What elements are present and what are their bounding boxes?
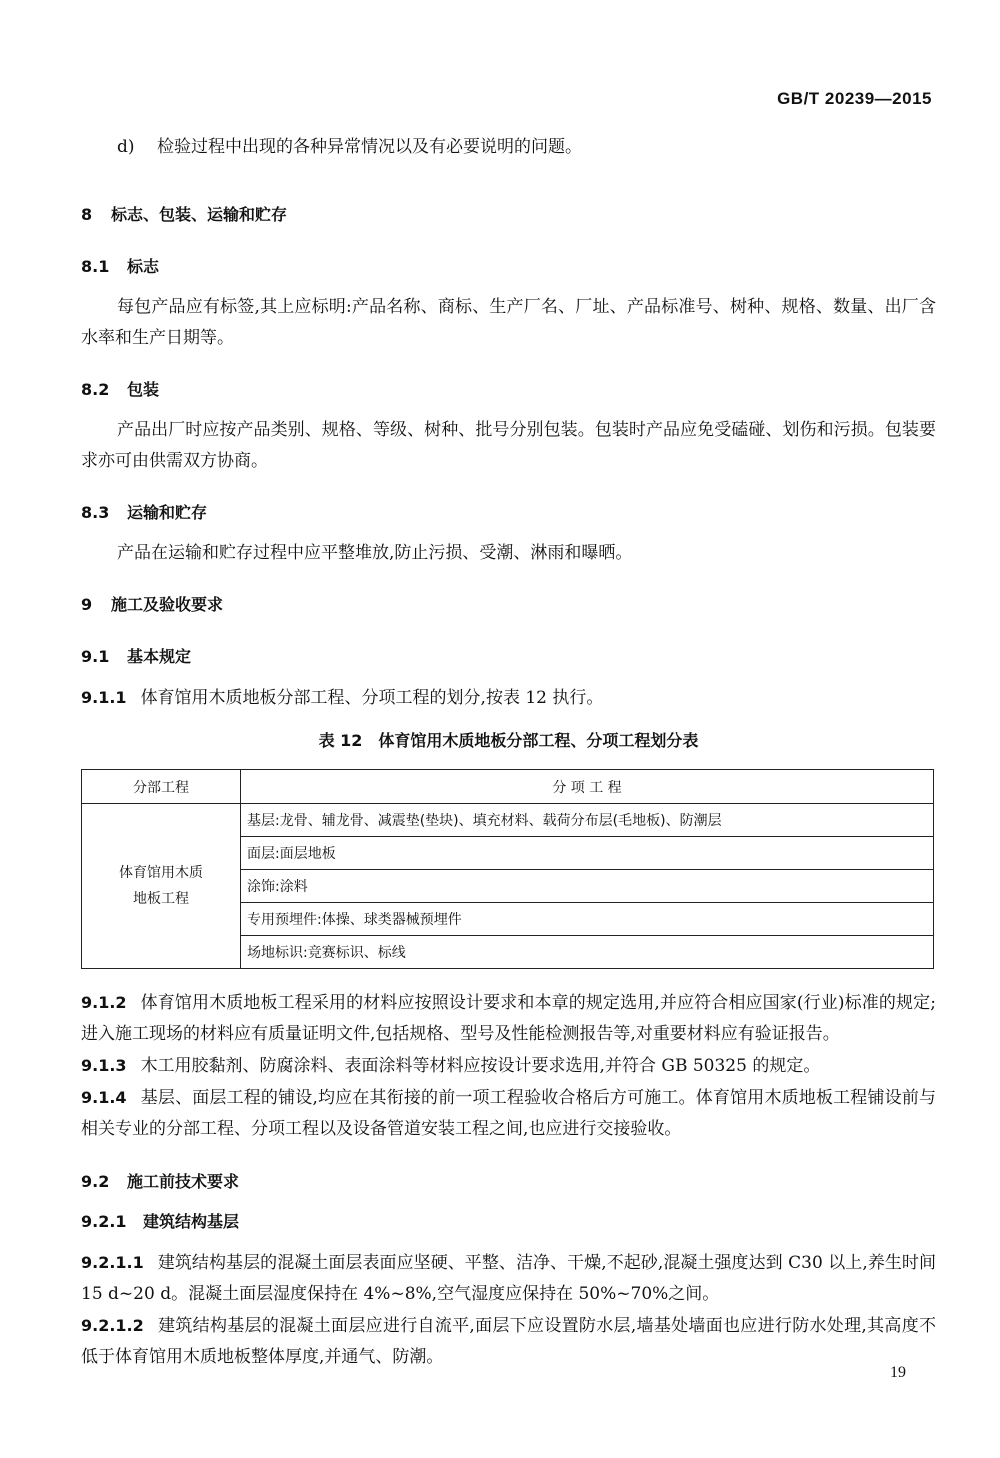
standard-code: GB/T 20239—2015 (777, 89, 932, 108)
section-title: 标志 (127, 257, 160, 276)
clause-number: 9.1.1 (81, 688, 127, 707)
list-item-text: 检验过程中出现的各种异常情况以及有必要说明的问题。 (157, 137, 582, 157)
table-row (82, 804, 934, 837)
table-header-division: 分部工程 (82, 770, 241, 804)
clause-text: 建筑结构基层的混凝土面层应进行自流平,面层下应设置防水层,墙基处墙面也应进行防水处理,其高度不低于体育馆用木质地板整体厚度,并通气、防潮。 (81, 1316, 936, 1367)
division-name-line2: 地板工程 (133, 891, 189, 907)
section-number: 9.2 (81, 1172, 110, 1191)
page-content (81, 132, 936, 1373)
clause-9-1-1 (81, 682, 936, 714)
section-number: 8 (81, 205, 93, 224)
section-9-1-heading (81, 642, 936, 672)
clause-9-2-1-1 (81, 1247, 936, 1310)
clause-number: 9.1.2 (81, 993, 127, 1012)
section-number: 9 (81, 595, 93, 614)
clause-text: 体育馆用木质地板工程采用的材料应按照设计要求和本章的规定选用,并应符合相应国家(行业)标准的规定;进入施工现场的材料应有质量证明文件,包括规格、型号及性能检测报告等,对重要材料应有验证报告。 (81, 993, 936, 1044)
clause-9-1-4 (81, 1082, 936, 1145)
clause-9-1-3 (81, 1050, 936, 1082)
page-number: 19 (890, 1364, 906, 1381)
clause-number: 9.2.1.2 (81, 1316, 144, 1335)
section-number: 8.3 (81, 503, 110, 522)
clause-number: 9.1.4 (81, 1088, 127, 1107)
section-title: 建筑结构基层 (143, 1212, 240, 1231)
table-cell-subitem: 场地标识:竞赛标识、标线 (241, 936, 934, 969)
section-number: 8.2 (81, 380, 110, 399)
section-8-3-text: 产品在运输和贮存过程中应平整堆放,防止污损、受潮、淋雨和曝晒。 (117, 543, 633, 563)
section-8-2-text: 产品出厂时应按产品类别、规格、等级、树种、批号分别包装。包装时产品应免受磕碰、划伤和污损。包装要求亦可由供需双方协商。 (81, 420, 936, 471)
table-header-row (82, 770, 934, 804)
table-cell-subitem: 面层:面层地板 (241, 837, 934, 870)
section-title: 运输和贮存 (127, 503, 208, 522)
section-title: 施工及验收要求 (111, 595, 224, 614)
clause-9-1-2 (81, 987, 936, 1050)
section-8-1-heading (81, 252, 936, 282)
list-item-d (117, 132, 936, 162)
division-name-line1: 体育馆用木质 (119, 865, 203, 881)
table-12-caption: 表 12 体育馆用木质地板分部工程、分项工程划分表 (318, 731, 699, 750)
clause-number: 9.1.3 (81, 1056, 127, 1075)
table-cell-subitem: 专用预埋件:体操、球类器械预埋件 (241, 903, 934, 936)
section-8-1-text: 每包产品应有标签,其上应标明:产品名称、商标、生产厂名、厂址、产品标准号、树种、规格、数量、出厂含水率和生产日期等。 (81, 297, 936, 348)
section-title: 施工前技术要求 (127, 1172, 240, 1191)
clause-number: 9.2.1.1 (81, 1253, 144, 1272)
clause-text: 基层、面层工程的铺设,均应在其衔接的前一项工程验收合格后方可施工。体育馆用木质地板工程铺设前与相关专业的分部工程、分项工程以及设备管道安装工程之间,也应进行交接验收。 (81, 1088, 936, 1139)
list-item-label: d) (117, 137, 135, 157)
section-8-heading (81, 200, 936, 230)
section-title: 包装 (127, 380, 160, 399)
table-cell-subitem: 基层:龙骨、辅龙骨、减震垫(垫块)、填充材料、载荷分布层(毛地板)、防潮层 (241, 804, 934, 837)
section-title: 标志、包装、运输和贮存 (111, 205, 288, 224)
section-number: 9.2.1 (81, 1212, 127, 1231)
clause-text: 木工用胶黏剂、防腐涂料、表面涂料等材料应按设计要求选用,并符合 GB 50325 的规定。 (140, 1056, 821, 1076)
section-number: 9.1 (81, 647, 110, 666)
section-9-2-1-heading (81, 1207, 936, 1237)
table-cell-division (82, 804, 241, 969)
table-header-subitems: 分 项 工 程 (241, 770, 934, 804)
section-title: 基本规定 (127, 647, 192, 666)
section-9-heading (81, 590, 936, 620)
table-cell-subitem: 涂饰:涂料 (241, 870, 934, 903)
clause-text: 体育馆用木质地板分部工程、分项工程的划分,按表 12 执行。 (140, 688, 604, 708)
clause-text: 建筑结构基层的混凝土面层表面应坚硬、平整、洁净、干燥,不起砂,混凝土强度达到 C30 以上,养生时间 15 d~20 d。混凝土面层湿度保持在 4%~8%,空气湿度应保持在 50%~70%之间。 (81, 1253, 936, 1304)
table-12 (81, 769, 934, 969)
section-8-2-heading (81, 375, 936, 405)
section-9-2-heading (81, 1167, 936, 1197)
section-number: 8.1 (81, 257, 110, 276)
clause-9-2-1-2 (81, 1310, 936, 1373)
section-8-3-heading (81, 498, 936, 528)
